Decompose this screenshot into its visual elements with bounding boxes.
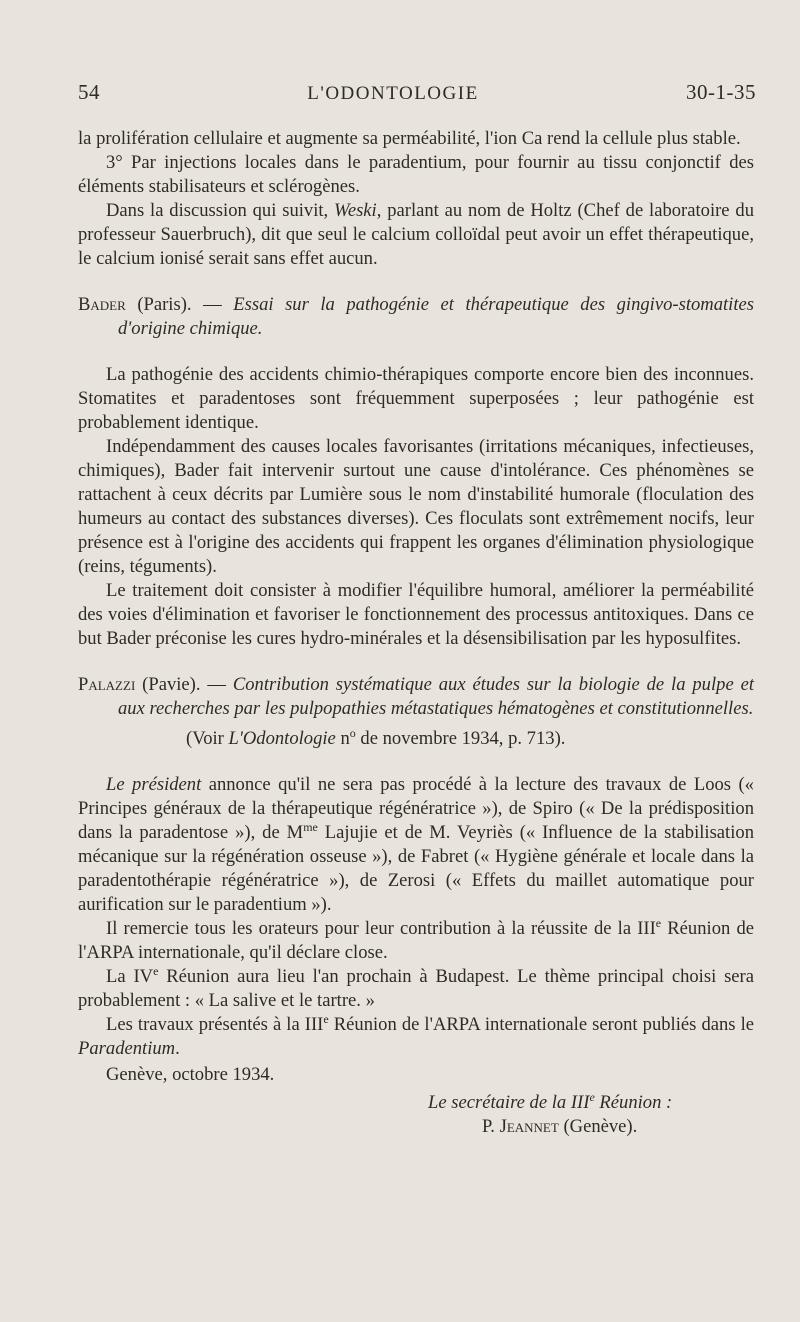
paragraph-president: Le président annonce qu'il ne sera pas procédé à la lecture des travaux de Loos (« Principes généraux de la thérapeutique régénératrice »), de Spiro (« De la prédisposition dans la paradentose »), de $M^{me}$ Lajujie et de M. Veyriès (« Influence de la stabilisation mécanique sur la régénération osseuse »), de Fabret (« Hygiène générale et locale dans la paradentothérapie régénératrice »), de Zerosi (« Effets du maillet automatique pour aurification sur le paradentium »). — [78, 774, 754, 915]
running-header — [78, 80, 756, 105]
paragraph-travaux: Les travaux présentés à la IIIe Réunion de l'ARPA internationale seront publiés dans le Paradentium. — [78, 1011, 755, 1059]
issue-date: 30-1-35 — [685, 80, 756, 104]
author-palazzi: Palazzi — [78, 674, 136, 695]
author-bader: Bader — [78, 294, 126, 315]
paragraph-independamment: Indépendamment des causes locales favorisantes (irritations mécaniques, infectieuses, chimiques), Bader fait intervenir surtout une cause d'intolérance. Ces phénomènes se rattachent à ceux décrits par Lumière sous le nom d'instabilité humorale (floculation des humeurs au contact des substances diverses). Ces floculats sont extrêmement nocifs, leur présence est à l'origine des accidents qui frappent les organes d'élimination physiologique (reins, téguments). — [78, 436, 754, 577]
paragraph-continuation: la prolifération cellulaire et augmente sa perméabilité, l'ion Ca rend la cellule plus stable. — [78, 128, 741, 149]
paragraph-point-3: 3° Par injections locales dans le paradentium, pour fournir au tissu conjonctif des éléments stabilisateurs et sclérogènes. — [78, 152, 754, 197]
signature-name: P. Jeannet (Genève). — [482, 1116, 638, 1137]
journal-title: L'ODONTOLOGIE — [307, 83, 479, 104]
paragraph-discussion: Dans la discussion qui suivit, Weski, parlant au nom de Holtz (Chef de laboratoire du professeur Sauerbruch), dit que seul le calcium colloïdal peut avoir un effet thérapeutique, le calcium ionisé serait sans effet aucun. — [78, 200, 754, 269]
title-palazzi: Contribution systématique aux études sur la biologie de la pulpe et aux recherches par les pulpopathies métastatiques hématogènes et constitutionnelles. — [118, 674, 754, 719]
paragraph-remercie: Il remercie tous les orateurs pour leur contribution à la réussite de la IIIe Réunion de l'ARPA internationale, qu'il déclare close. — [78, 915, 754, 963]
name-weski: Weski — [334, 200, 377, 221]
signature-title: Le secrétaire de la IIIe Réunion : — [428, 1089, 673, 1113]
president-label: Le président — [106, 774, 202, 795]
paragraph-traitement: Le traitement doit consister à modifier l'équilibre humoral, améliorer la perméabilité des voies d'élimination et favoriser le fonctionnement des processus antitoxiques. Dans ce but Bader préconise les cures hydro-minérales et la désensibilisation par les hyposulfites. — [78, 580, 754, 649]
entry-bader: Bader (Paris). — Essai sur la pathogénie et thérapeutique des gingivo-stomatites d'origine chimique. — [78, 294, 754, 339]
entry-palazzi: Palazzi (Pavie). — Contribution systématique aux études sur la biologie de la pulpe et aux recherches par les pulpopathies métastatiques hématogènes et constitutionnelles. — [78, 674, 754, 719]
article-body — [78, 127, 754, 1139]
date-line: Genève, octobre 1934. — [106, 1064, 275, 1085]
paragraph-pathogenie: La pathogénie des accidents chimio-thérapiques comporte encore bien des inconnues. Stomatites et paradentoses sont fréquemment superposées ; leur pathogénie est probablement identique. — [78, 364, 754, 433]
reference-voir: (Voir L'Odontologie $n^o$ de novembre 1934, p. 713). — [186, 725, 566, 749]
title-bader: Essai sur la pathogénie et thérapeutique des gingivo-stomatites d'origine chimique. — [118, 294, 754, 339]
paragraph-budapest: La IVe Réunion aura lieu l'an prochain à Budapest. Le thème principal choisi sera probablement : « La salive et le tartre. » — [78, 963, 755, 1011]
page-number: 54 — [78, 80, 100, 104]
